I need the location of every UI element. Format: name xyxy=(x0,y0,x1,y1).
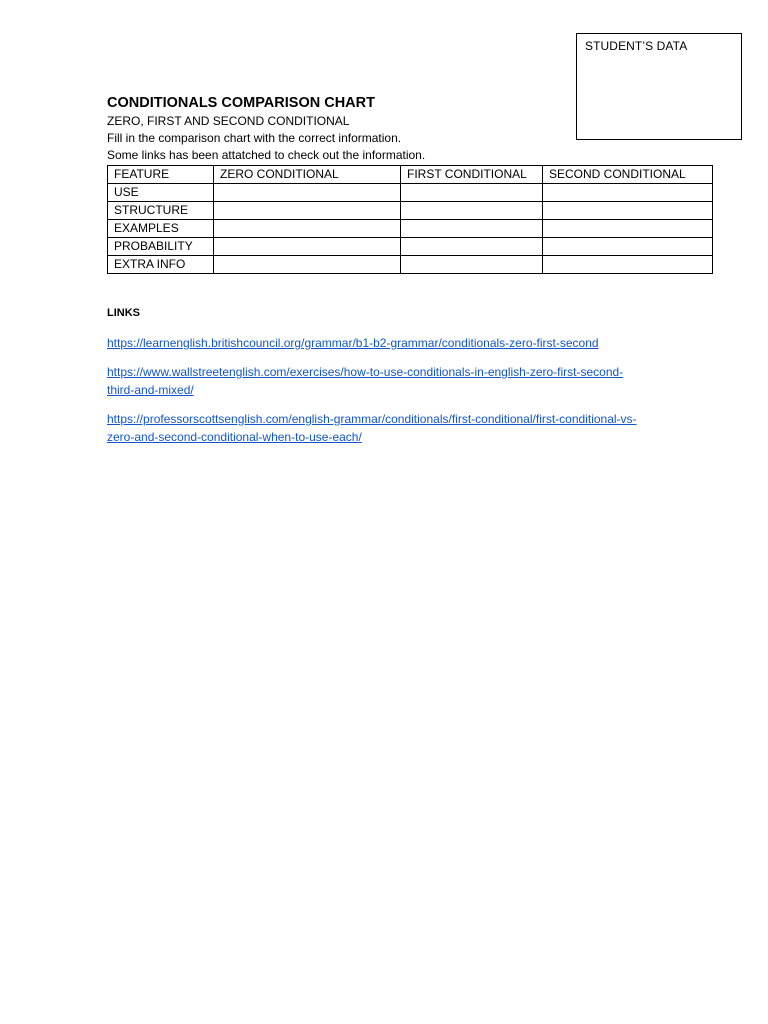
row-label-use: USE xyxy=(108,184,214,202)
row-label-examples: EXAMPLES xyxy=(108,220,214,238)
links-list xyxy=(107,334,712,446)
cell-first-examples[interactable] xyxy=(401,220,543,238)
cell-first-use[interactable] xyxy=(401,184,543,202)
header-second-conditional: SECOND CONDITIONAL xyxy=(543,166,713,184)
table-row xyxy=(108,202,713,220)
cell-second-extra-info[interactable] xyxy=(543,256,713,274)
link-professor-scott[interactable]: https://professorscottsenglish.com/english-grammar/conditionals/first-conditional/first-conditional-vs-zero-and-second-conditional-when-to-use-each/ xyxy=(107,412,637,444)
instruction-links: Some links has been attatched to check out the information. xyxy=(107,148,426,162)
row-label-extra-info: EXTRA INFO xyxy=(108,256,214,274)
cell-first-structure[interactable] xyxy=(401,202,543,220)
subtitle: ZERO, FIRST AND SECOND CONDITIONAL xyxy=(107,114,350,128)
row-label-structure: STRUCTURE xyxy=(108,202,214,220)
cell-second-examples[interactable] xyxy=(543,220,713,238)
cell-zero-extra-info[interactable] xyxy=(214,256,401,274)
cell-first-extra-info[interactable] xyxy=(401,256,543,274)
student-data-label: STUDENT’S DATA xyxy=(585,39,688,53)
cell-zero-structure[interactable] xyxy=(214,202,401,220)
link-british-council[interactable]: https://learnenglish.britishcouncil.org/grammar/b1-b2-grammar/conditionals-zero-first-second xyxy=(107,336,599,350)
cell-zero-examples[interactable] xyxy=(214,220,401,238)
instruction-fill: Fill in the comparison chart with the correct information. xyxy=(107,131,402,145)
cell-zero-use[interactable] xyxy=(214,184,401,202)
cell-second-probability[interactable] xyxy=(543,238,713,256)
table-row xyxy=(108,220,713,238)
cell-zero-probability[interactable] xyxy=(214,238,401,256)
cell-second-use[interactable] xyxy=(543,184,713,202)
links-heading: LINKS xyxy=(107,307,140,319)
table-row xyxy=(108,184,713,202)
row-label-probability: PROBABILITY xyxy=(108,238,214,256)
cell-second-structure[interactable] xyxy=(543,202,713,220)
header-feature: FEATURE xyxy=(108,166,214,184)
page-title: CONDITIONALS COMPARISON CHART xyxy=(107,95,375,111)
cell-first-probability[interactable] xyxy=(401,238,543,256)
table-header-row xyxy=(108,166,713,184)
table-row xyxy=(108,256,713,274)
document-body xyxy=(107,93,712,457)
header-first-conditional: FIRST CONDITIONAL xyxy=(401,166,543,184)
header-zero-conditional: ZERO CONDITIONAL xyxy=(214,166,401,184)
comparison-chart-table xyxy=(107,165,713,274)
link-wall-street-english[interactable]: https://www.wallstreetenglish.com/exercises/how-to-use-conditionals-in-english-zero-first-second-third-and-mixed/ xyxy=(107,365,624,397)
table-row xyxy=(108,238,713,256)
